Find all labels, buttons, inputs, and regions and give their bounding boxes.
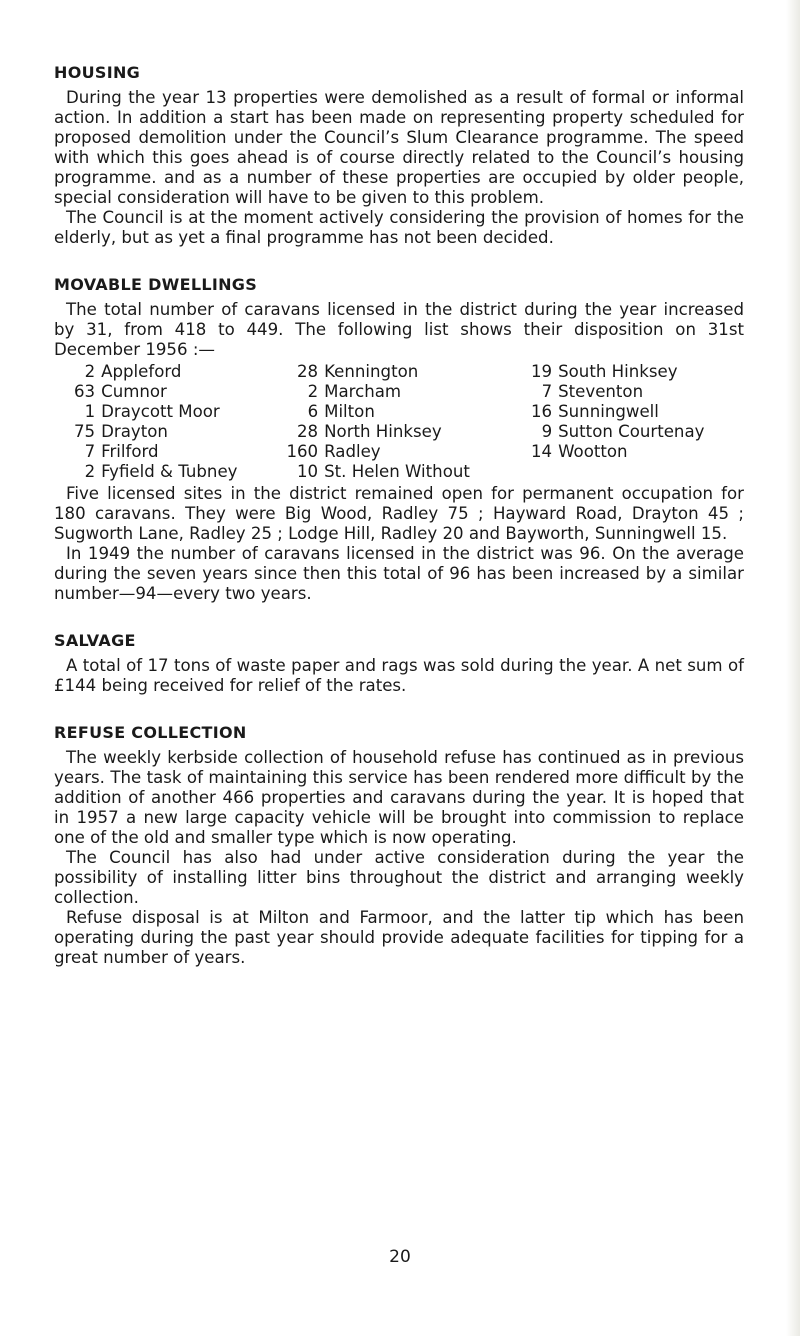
salvage-heading: SALVAGE [54, 631, 136, 650]
place-name: St. Helen Without [324, 462, 470, 481]
caravan-count: 1 [84, 402, 96, 421]
caravan-count [522, 462, 558, 482]
place-name: Radley [324, 442, 381, 461]
place-name: South Hinksey [558, 362, 678, 381]
movable-dwellings-heading: MOVABLE DWELLINGS [54, 275, 258, 294]
table-row [74, 462, 712, 482]
caravan-count: 9 [541, 422, 553, 441]
place-name [558, 462, 712, 482]
document-page [54, 62, 744, 994]
housing-heading: HOUSING [54, 63, 141, 82]
salvage-section [54, 630, 744, 696]
housing-paragraph-1: During the year 13 properties were demolished as a result of formal or informal action. In addition a start has been made on representing property scheduled for proposed demolition under the Council’s Slum Clearance programme. The speed with which this goes ahead is of course directly related to the Council’s housing programme. and as a number of these properties are occupied by older people, special consideration will have to be given to this problem. [54, 88, 744, 207]
caravan-disposition-table [74, 362, 712, 482]
caravan-count: 7 [84, 442, 96, 461]
place-name: Sunningwell [558, 402, 659, 421]
movable-dwellings-intro: The total number of caravans licensed in the district during the year increased by 31, from 418 to 449. The following list shows their disposition on 31st December 1956 :— [54, 300, 744, 359]
movable-dwellings-section [54, 274, 744, 604]
caravan-count: 28 [297, 422, 319, 441]
refuse-collection-section [54, 722, 744, 968]
place-name: Draycott Moor [101, 402, 220, 421]
place-name: Appleford [101, 362, 182, 381]
place-name: Cumnor [101, 382, 167, 401]
page-edge-shadow [786, 0, 800, 1336]
caravan-count: 6 [307, 402, 319, 421]
caravan-count: 14 [531, 442, 553, 461]
place-name: Frilford [101, 442, 159, 461]
refuse-paragraph-3: Refuse disposal is at Milton and Farmoor, and the latter tip which has been operating during the past year should provide adequate facilities for tipping for a great number of years. [54, 908, 744, 967]
page-number: 20 [389, 1247, 411, 1267]
caravan-count: 7 [541, 382, 553, 401]
table-row [74, 362, 712, 382]
caravan-count: 10 [297, 462, 319, 481]
caravan-count: 75 [74, 422, 96, 441]
place-name: Kennington [324, 362, 419, 381]
caravan-count: 63 [74, 382, 96, 401]
refuse-paragraph-2: The Council has also had under active consideration during the year the possibility of installing litter bins throughout the district and arranging weekly collection. [54, 848, 744, 907]
caravan-count: 160 [286, 442, 319, 461]
place-name: Milton [324, 402, 375, 421]
place-name: Wootton [558, 442, 628, 461]
table-row [74, 382, 712, 402]
table-row [74, 402, 712, 422]
housing-paragraph-2: The Council is at the moment actively considering the provision of homes for the elderly, but as yet a final programme has not been decided. [54, 208, 744, 247]
place-name: Steventon [558, 382, 644, 401]
place-name: Fyfield & Tubney [101, 462, 238, 481]
place-name: Drayton [101, 422, 168, 441]
caravan-count: 2 [307, 382, 319, 401]
table-row [74, 442, 712, 462]
caravan-count: 16 [531, 402, 553, 421]
housing-section [54, 62, 744, 248]
place-name: North Hinksey [324, 422, 442, 441]
place-name: Marcham [324, 382, 402, 401]
caravan-count: 28 [297, 362, 319, 381]
place-name: Sutton Courtenay [558, 422, 705, 441]
refuse-collection-heading: REFUSE COLLECTION [54, 723, 247, 742]
caravan-count: 2 [84, 462, 96, 481]
caravan-count: 2 [84, 362, 96, 381]
salvage-paragraph-1: A total of 17 tons of waste paper and rags was sold during the year. A net sum of £144 being received for relief of the rates. [54, 656, 744, 695]
movable-dwellings-paragraph-1: Five licensed sites in the district remained open for permanent occupation for 180 caravans. They were Big Wood, Radley 75 ; Hayward Road, Drayton 45 ; Sugworth Lane, Radley 25 ; Lodge Hill, Radley 20 and Bayworth, Sunningwell 15. [54, 484, 744, 543]
movable-dwellings-paragraph-2: In 1949 the number of caravans licensed in the district was 96. On the average during the seven years since then this total of 96 has been increased by a similar number—94—every two years. [54, 544, 744, 603]
refuse-paragraph-1: The weekly kerbside collection of household refuse has continued as in previous years. The task of maintaining this service has been rendered more difficult by the addition of another 466 properties and caravans during the year. It is hoped that in 1957 a new large capacity vehicle will be brought into commission to replace one of the old and smaller type which is now operating. [54, 748, 744, 847]
table-row [74, 422, 712, 442]
caravan-count: 19 [531, 362, 553, 381]
